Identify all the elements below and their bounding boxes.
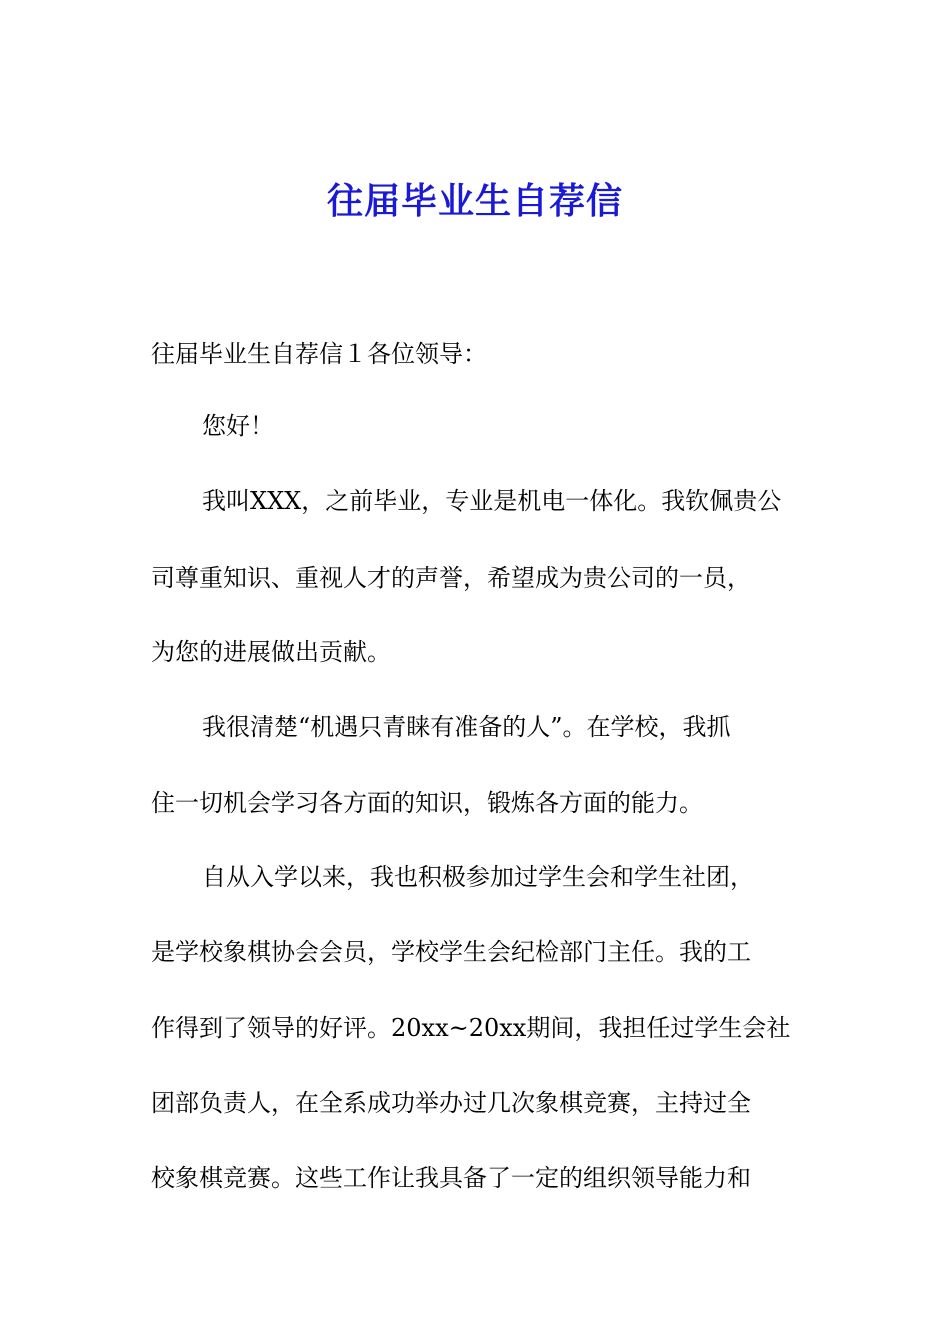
body-line: 自从入学以来，我也积极参加过学生会和学生社团， (202, 863, 754, 891)
document-title: 往届毕业生自荐信 (326, 181, 623, 222)
body-line: 作得到了领导的好评。20xx~20xx期间，我担任过学生会社 (151, 1014, 791, 1042)
body-line: 是学校象棋协会会员，学校学生会纪检部门主任。我的工 (151, 938, 751, 966)
body-line: 团部负责人，在全系成功举办过几次象棋竞赛，主持过全 (151, 1089, 751, 1117)
salutation-line: 您好！ (202, 412, 274, 440)
greeting-line: 往届毕业生自荐信１各位领导： (151, 340, 487, 368)
body-line: 为您的进展做出贡献。 (151, 638, 391, 666)
body-line: 住一切机会学习各方面的知识，锻炼各方面的能力。 (151, 789, 703, 817)
body-line: 我很清楚“机遇只青睐有准备的人”。在学校，我抓 (202, 713, 731, 741)
body-line: 校象棋竞赛。这些工作让我具备了一定的组织领导能力和 (151, 1164, 751, 1192)
body-line: 司尊重知识、重视人才的声誉，希望成为贵公司的一员， (151, 564, 751, 592)
body-line: 我叫XXX，之前毕业，专业是机电一体化。我钦佩贵公 (202, 487, 782, 515)
